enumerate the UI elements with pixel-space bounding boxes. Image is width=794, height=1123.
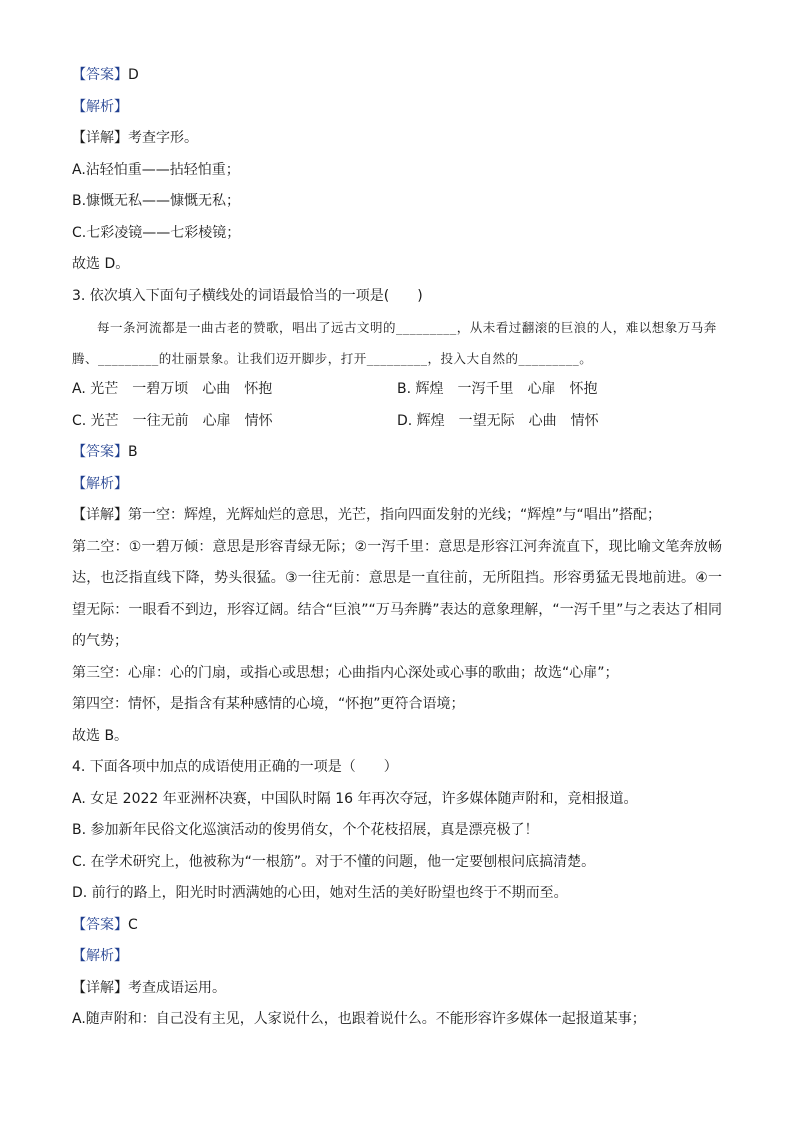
explanation-line: A.沾轻怕重——拈轻怕重； xyxy=(72,161,240,178)
detail-line xyxy=(72,973,722,1005)
conclusion-line: 故选 D。 xyxy=(72,256,130,272)
detail-paragraph xyxy=(72,500,722,532)
question-3-options xyxy=(72,374,722,437)
detail-paragraph: 第二空：①一碧万倾：意思是形容青绿无际；②一泻千里：意思是形容江河奔流直下，现比喻文笔奔放畅达，也泛指直线下降，势头很猛。③一往无前：意思是一直往前，无所阻挡。形容勇猛无畏地前进。④一望无际：一眼看不到边，形容辽阔。结合“巨浪”“万马奔腾”表达的意象理解，“一泻千里”与之表达了相同的气势； xyxy=(72,538,722,649)
answer-tag: 【答案】 xyxy=(72,444,128,460)
option-d: D. 前行的路上，阳光时时洒满她的心田，她对生活的美好盼望也终于不期而至。 xyxy=(72,885,568,901)
question-3-passage: 每一条河流都是一曲古老的赞歌，唱出了远古文明的_________，从未看过翻滚的巨浪的人，难以想象万马奔腾、_________的壮丽景象。让我们迈开脚步，打开_________，投入大自然的_________。 xyxy=(72,320,717,366)
question-4-stem: 4. 下面各项中加点的成语使用正确的一项是（ ） xyxy=(72,759,398,775)
option-a: A. 光芒 一碧万顷 心曲 怀抱 xyxy=(72,381,273,397)
option-a: A. 女足 2022 年亚洲杯决赛，中国队时隔 16 年再次夺冠，许多媒体随声附和，竞相报道。 xyxy=(72,790,638,807)
answer-line xyxy=(72,910,722,942)
analysis-tag: 【解析】 xyxy=(72,98,128,115)
option-b: B. 参加新年民俗文化巡演活动的俊男俏女，个个花枝招展，真是漂亮极了！ xyxy=(72,822,539,838)
analysis-line xyxy=(72,92,722,124)
detail-text: 第一空：辉煌，光辉灿烂的意思，光芒，指向四面发射的光线；“辉煌”与“唱出”搭配； xyxy=(128,507,662,523)
detail-paragraph: 第四空：情怀，是指含有某种感情的心境，“怀抱”更符合语境； xyxy=(72,696,465,712)
option-c: C. 光芒 一往无前 心扉 情怀 xyxy=(72,412,273,429)
question-3-stem: 3. 依次填入下面句子横线处的词语最恰当的一项是( ) xyxy=(72,287,423,304)
option-c: C. 在学术研究上，他被称为“一根筋”。对于不懂的问题，他一定要刨根问底搞清楚。 xyxy=(72,853,596,870)
answer-value: B xyxy=(128,444,138,460)
detail-text: 考查字形。 xyxy=(128,130,198,146)
answer-tag: 【答案】 xyxy=(72,67,128,83)
answer-tag: 【答案】 xyxy=(72,916,128,933)
detail-tag: 【详解】 xyxy=(72,979,128,996)
analysis-line xyxy=(72,469,722,501)
conclusion-line: 故选 B。 xyxy=(72,727,129,744)
explanation-line: B.慷慨无私——慷慨无私； xyxy=(72,193,241,209)
analysis-line xyxy=(72,941,722,973)
answer-line xyxy=(72,60,722,92)
explanation-line: A.随声附和：自己没有主见，人家说什么，也跟着说什么。不能形容许多媒体一起报道某事； xyxy=(72,1011,646,1027)
analysis-tag: 【解析】 xyxy=(72,475,128,492)
explanation-line: C.七彩凌镜——七彩棱镜； xyxy=(72,224,241,241)
detail-tag: 【详解】 xyxy=(72,130,128,146)
answer-value: C xyxy=(128,916,138,933)
document-page xyxy=(72,60,722,1036)
analysis-tag: 【解析】 xyxy=(72,948,128,964)
detail-text: 考查成语运用。 xyxy=(128,979,226,996)
answer-value: D xyxy=(128,67,139,83)
detail-paragraph: 第三空：心扉：心的门扇，或指心或思想；心曲指内心深处或心事的歌曲；故选“心扉”； xyxy=(72,664,619,681)
detail-line xyxy=(72,123,722,155)
detail-tag: 【详解】 xyxy=(72,507,128,523)
answer-line xyxy=(72,437,722,469)
option-b: B. 辉煌 一泻千里 心扉 怀抱 xyxy=(397,381,598,397)
option-d: D. 辉煌 一望无际 心曲 情怀 xyxy=(397,412,599,429)
